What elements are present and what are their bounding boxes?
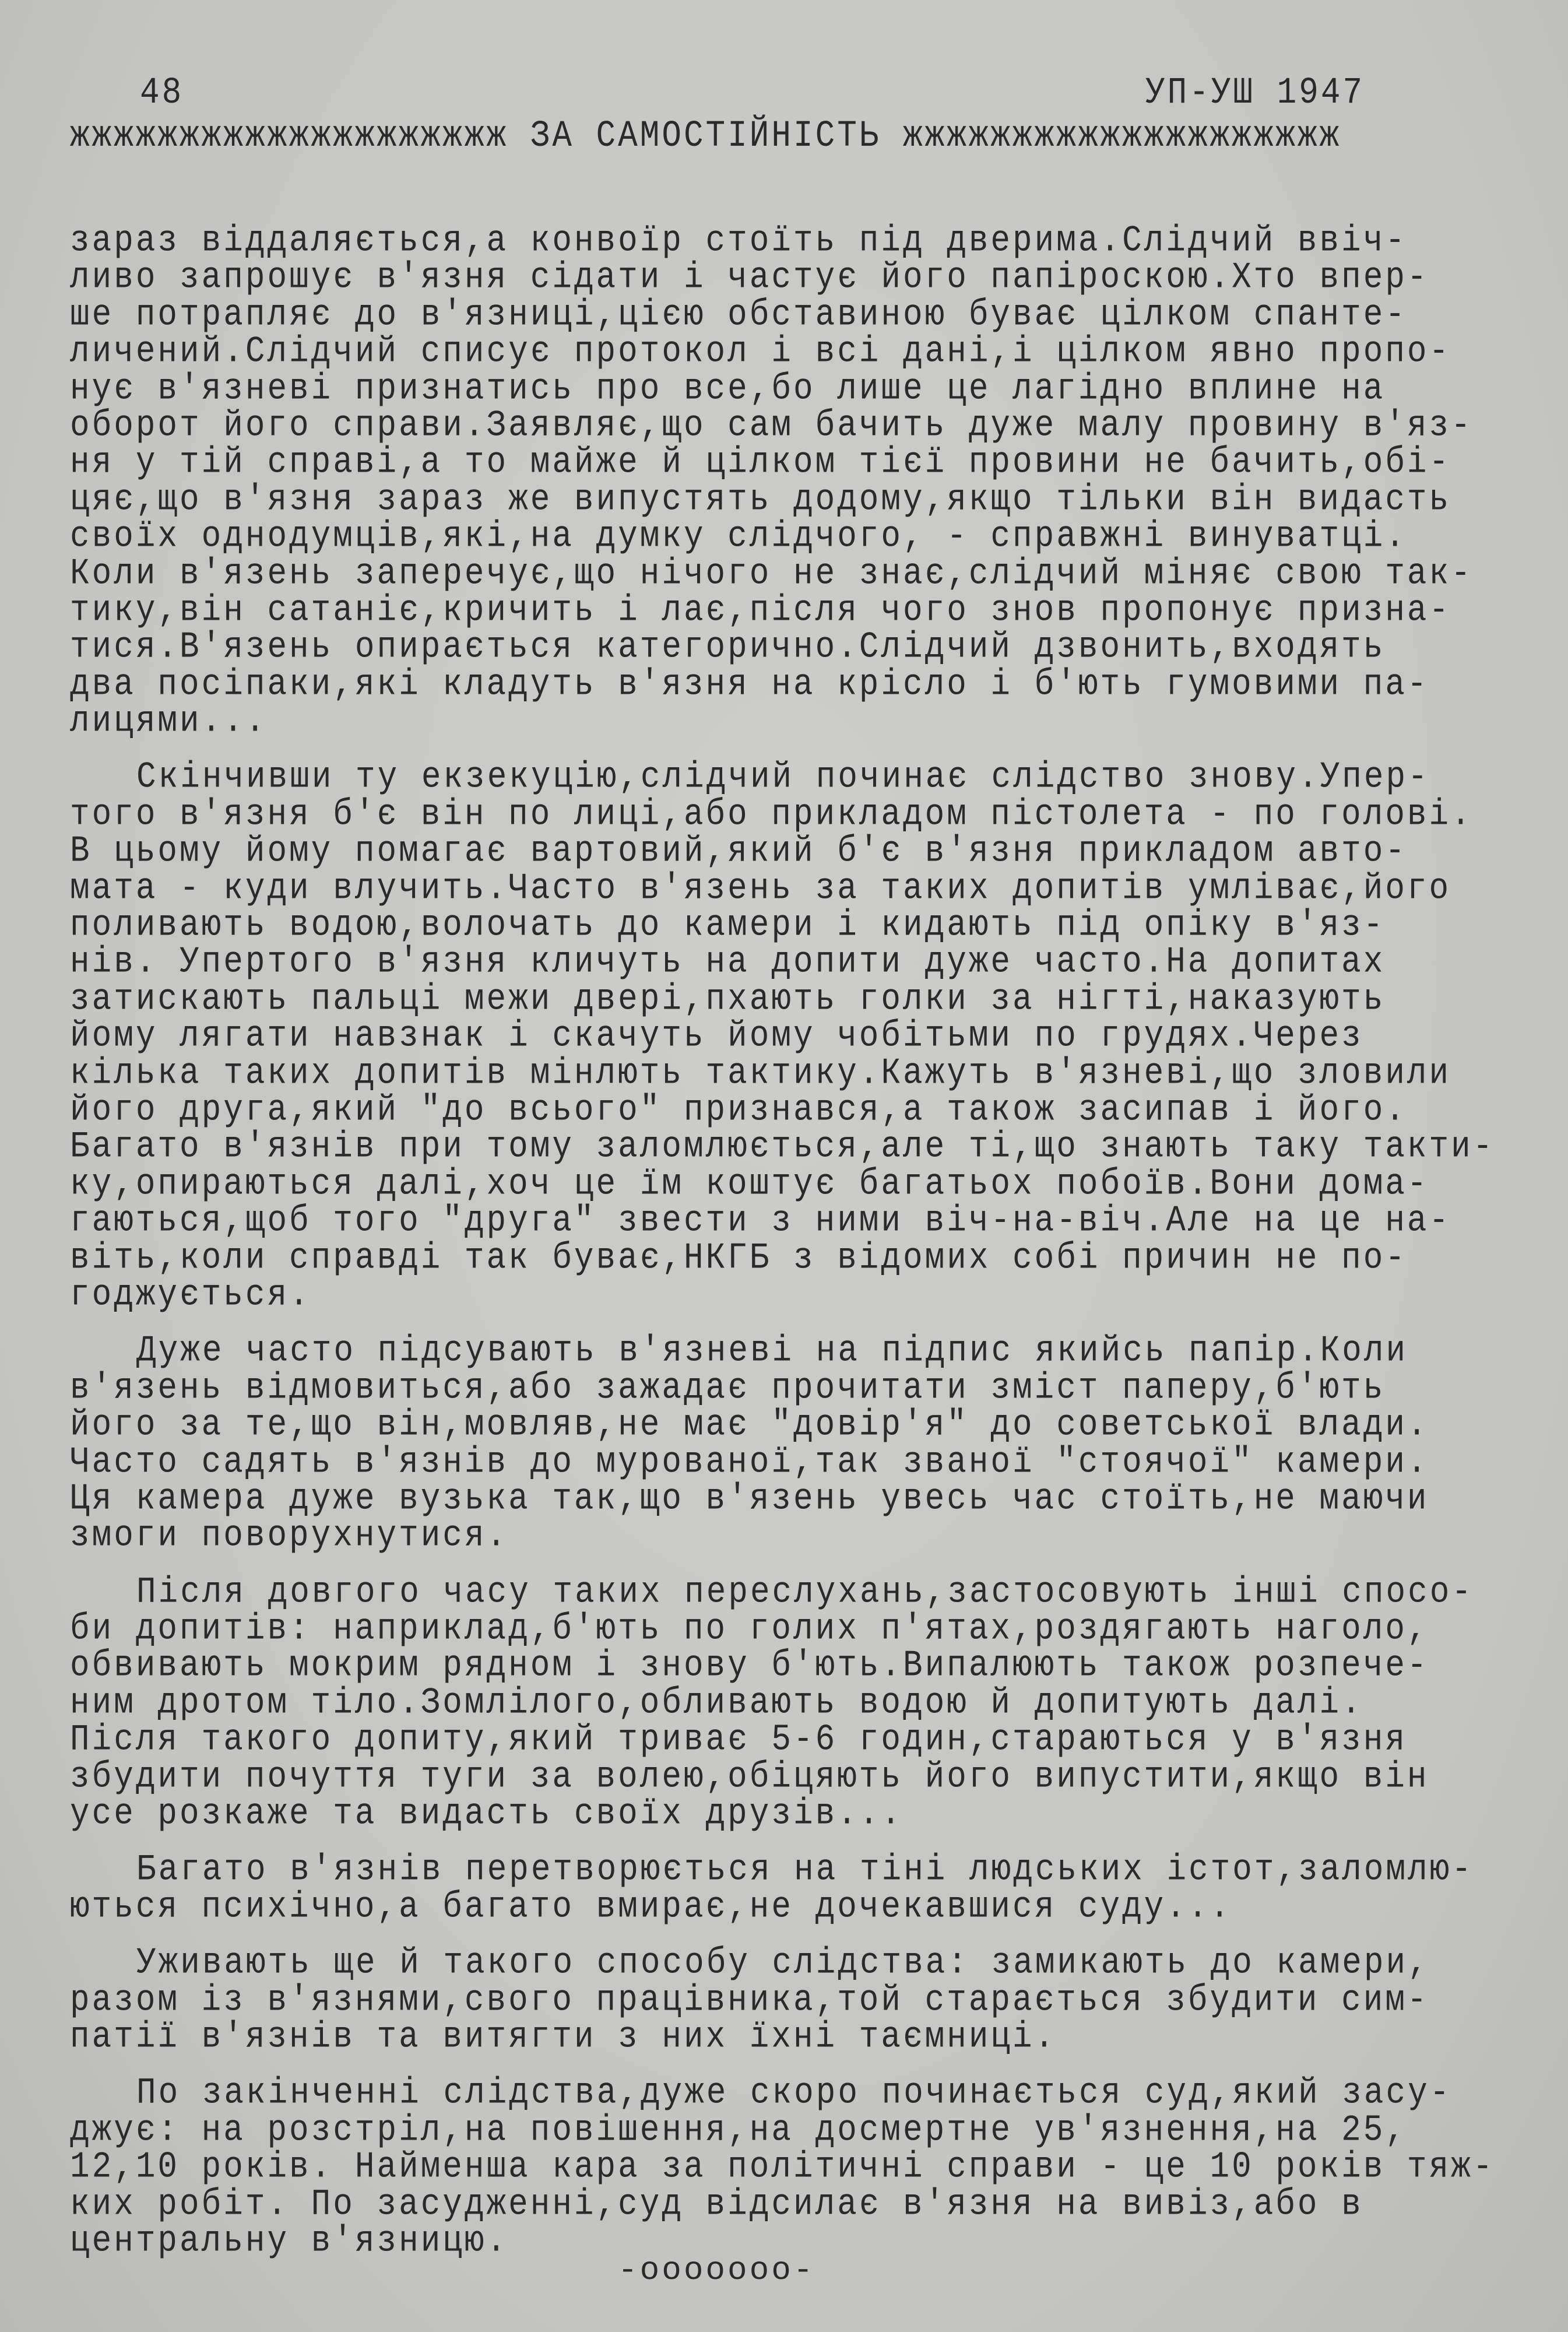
text-line: Коли в'язень заперечує,що нічого не знає,слідчий міняє свою так-: [70, 552, 1473, 595]
page-number: 48: [140, 71, 184, 114]
text-line: Дуже часто підсувають в'язневі на підпис якийсь папір.Коли: [136, 1330, 1408, 1372]
paragraph: [70, 1330, 1516, 1557]
article-body: [70, 220, 1516, 2279]
text-line: В цьому йому помагає вартовий,який б'є в'язня прикладом авто-: [70, 830, 1407, 873]
issue-date: УП-УШ 1947: [1145, 71, 1365, 114]
text-line: кілька таких допитів мінлють тактику.Кажуть в'язневі,що зловили: [70, 1052, 1451, 1094]
paragraph: [70, 2072, 1516, 2262]
text-line: нує в'язневі признатись про все,бо лише це лагідно вплине на: [70, 367, 1386, 410]
text-line: два посіпаки,які кладуть в'язня на крісло і б'ють гумовими па-: [70, 663, 1429, 705]
text-line: нів. Упертого в'язня кличуть на допити дуже часто.На допитах: [70, 941, 1386, 984]
text-line: цяє,що в'язня зараз же випустять додому,якщо тільки він видасть: [70, 478, 1451, 521]
text-line: патії в'язнів та витягти з них їхні таємниці.: [70, 2016, 1057, 2058]
text-line: Багато в'язнів при тому заломлюється,але ті,що знають таку такти-: [70, 1126, 1495, 1168]
text-line: лицями...: [70, 700, 268, 742]
end-mark: -ооооооо-: [618, 2252, 815, 2289]
text-line: своїх однодумців,які,на думку слідчого, - справжні винуватці.: [70, 515, 1407, 557]
text-line: центральну в'язницю.: [70, 2219, 509, 2262]
text-line: тися.В'язень опирається категорично.Слідчий дзвонить,входять: [70, 626, 1386, 669]
text-line: усе розкаже та видасть своїх друзів...: [70, 1793, 903, 1835]
paragraph: [70, 756, 1516, 1316]
text-line: в'язень відмовиться,або зажадає прочитати зміст паперу,б'ють: [70, 1367, 1386, 1409]
text-line: його за те,що він,мовляв,не має "довір'я" до советської влади.: [70, 1404, 1429, 1446]
text-line: обвивають мокрим рядном і знову б'ють.Випалюють також розпече-: [70, 1645, 1429, 1687]
text-line: його друга,який "до всього" признався,а також засипав і його.: [70, 1089, 1407, 1131]
text-line: джує: на розстріл,на повішення,на досмертне ув'язнення,на 25,: [70, 2109, 1407, 2151]
text-line: годжується.: [70, 1274, 311, 1316]
text-line: ше потрапляє до в'язниці,цією обставиною буває цілком спанте-: [70, 293, 1407, 336]
text-line: ються психічно,а багато вмирає,не дочекавшися суду...: [70, 1885, 1232, 1928]
text-line: оборот його справи.Заявляє,що сам бачить дуже малу провину в'яз-: [70, 405, 1473, 447]
text-line: Ця камера дуже вузька так,що в'язень увесь час стоїть,не маючи: [70, 1477, 1429, 1520]
text-line: личений.Слідчий списує протокол і всі дані,і цілком явно пропо-: [70, 331, 1451, 373]
text-line: По закінченні слідства,дуже скоро починається суд,який засу-: [136, 2072, 1452, 2115]
paragraph: [70, 1571, 1516, 1835]
text-line: би допитів: наприклад,б'ють по голих п'ятах,роздягають наголо,: [70, 1608, 1429, 1650]
paragraph: [70, 220, 1516, 742]
text-line: разом із в'язнями,свого працівника,той старається збудити сим-: [70, 1979, 1429, 2021]
text-line: йому лягати навзнак і скачуть йому чобітьми по грудях.Через: [70, 1015, 1363, 1057]
text-line: ня у тій справі,а то майже й цілком тієї провини не бачить,обі-: [70, 441, 1451, 484]
paragraph: [70, 1849, 1516, 1928]
text-line: Після такого допиту,який триває 5-6 годин,стараються у в'язня: [70, 1719, 1407, 1761]
text-line: 12,10 років. Найменша кара за політичні справи - це 10 років тяж-: [70, 2146, 1495, 2188]
text-line: мата - куди влучить.Часто в'язень за таких допитів умліває,його: [70, 867, 1451, 909]
text-line: поливають водою,волочать до камери і кидають під опіку в'яз-: [70, 904, 1386, 946]
text-line: Часто садять в'язнів до мурованої,так званої "стоячої" камери.: [70, 1441, 1429, 1483]
text-line: Скінчивши ту екзекуцію,слідчий починає слідство знову.Упер-: [136, 756, 1430, 799]
text-line: ним дротом тіло.Зомлілого,обливають водою й допитують далі.: [70, 1681, 1363, 1724]
text-line: тику,він сатаніє,кричить і лає,після чого знов пропонує призна-: [70, 589, 1451, 631]
masthead-title: жжжжжжжжжжжжжжжжжжжж ЗА САМОСТІЙНІСТЬ жжжжжжжжжжжжжжжжжжжж: [70, 114, 1342, 157]
text-line: гаються,щоб того "друга" звести з ними віч-на-віч.Але на це на-: [70, 1200, 1451, 1242]
text-line: Після довгого часу таких переслухань,застосовують інші спосо-: [136, 1571, 1474, 1613]
text-line: змоги поворухнутися.: [70, 1515, 509, 1557]
text-line: затискають пальці межи двері,пхають голки за нігті,наказують: [70, 978, 1386, 1020]
text-line: ких робіт. По засудженні,суд відсилає в'язня на вивіз,або в: [70, 2183, 1363, 2225]
text-line: ку,опираються далі,хоч це їм коштує багатьох побоїв.Вони дома-: [70, 1163, 1429, 1205]
text-line: Багато в'язнів перетворюється на тіні людських істот,заломлю-: [136, 1849, 1474, 1891]
text-line: зараз віддаляється,а конвоїр стоїть під дверима.Слідчий ввіч-: [70, 220, 1407, 262]
paragraph: [70, 1942, 1516, 2058]
text-line: Уживають ще й такого способу слідства: замикають до камери,: [136, 1942, 1430, 1984]
text-line: ливо запрошує в'язня сідати і частує його папіроскою.Хто впер-: [70, 257, 1429, 299]
text-line: того в'язня б'є він по лиці,або прикладом пістолета - по голові.: [70, 793, 1473, 835]
text-line: віть,коли справді так буває,НКГБ з відомих собі причин не по-: [70, 1237, 1407, 1279]
text-line: збудити почуття туги за волею,обіцяють його випустити,якщо він: [70, 1755, 1429, 1798]
